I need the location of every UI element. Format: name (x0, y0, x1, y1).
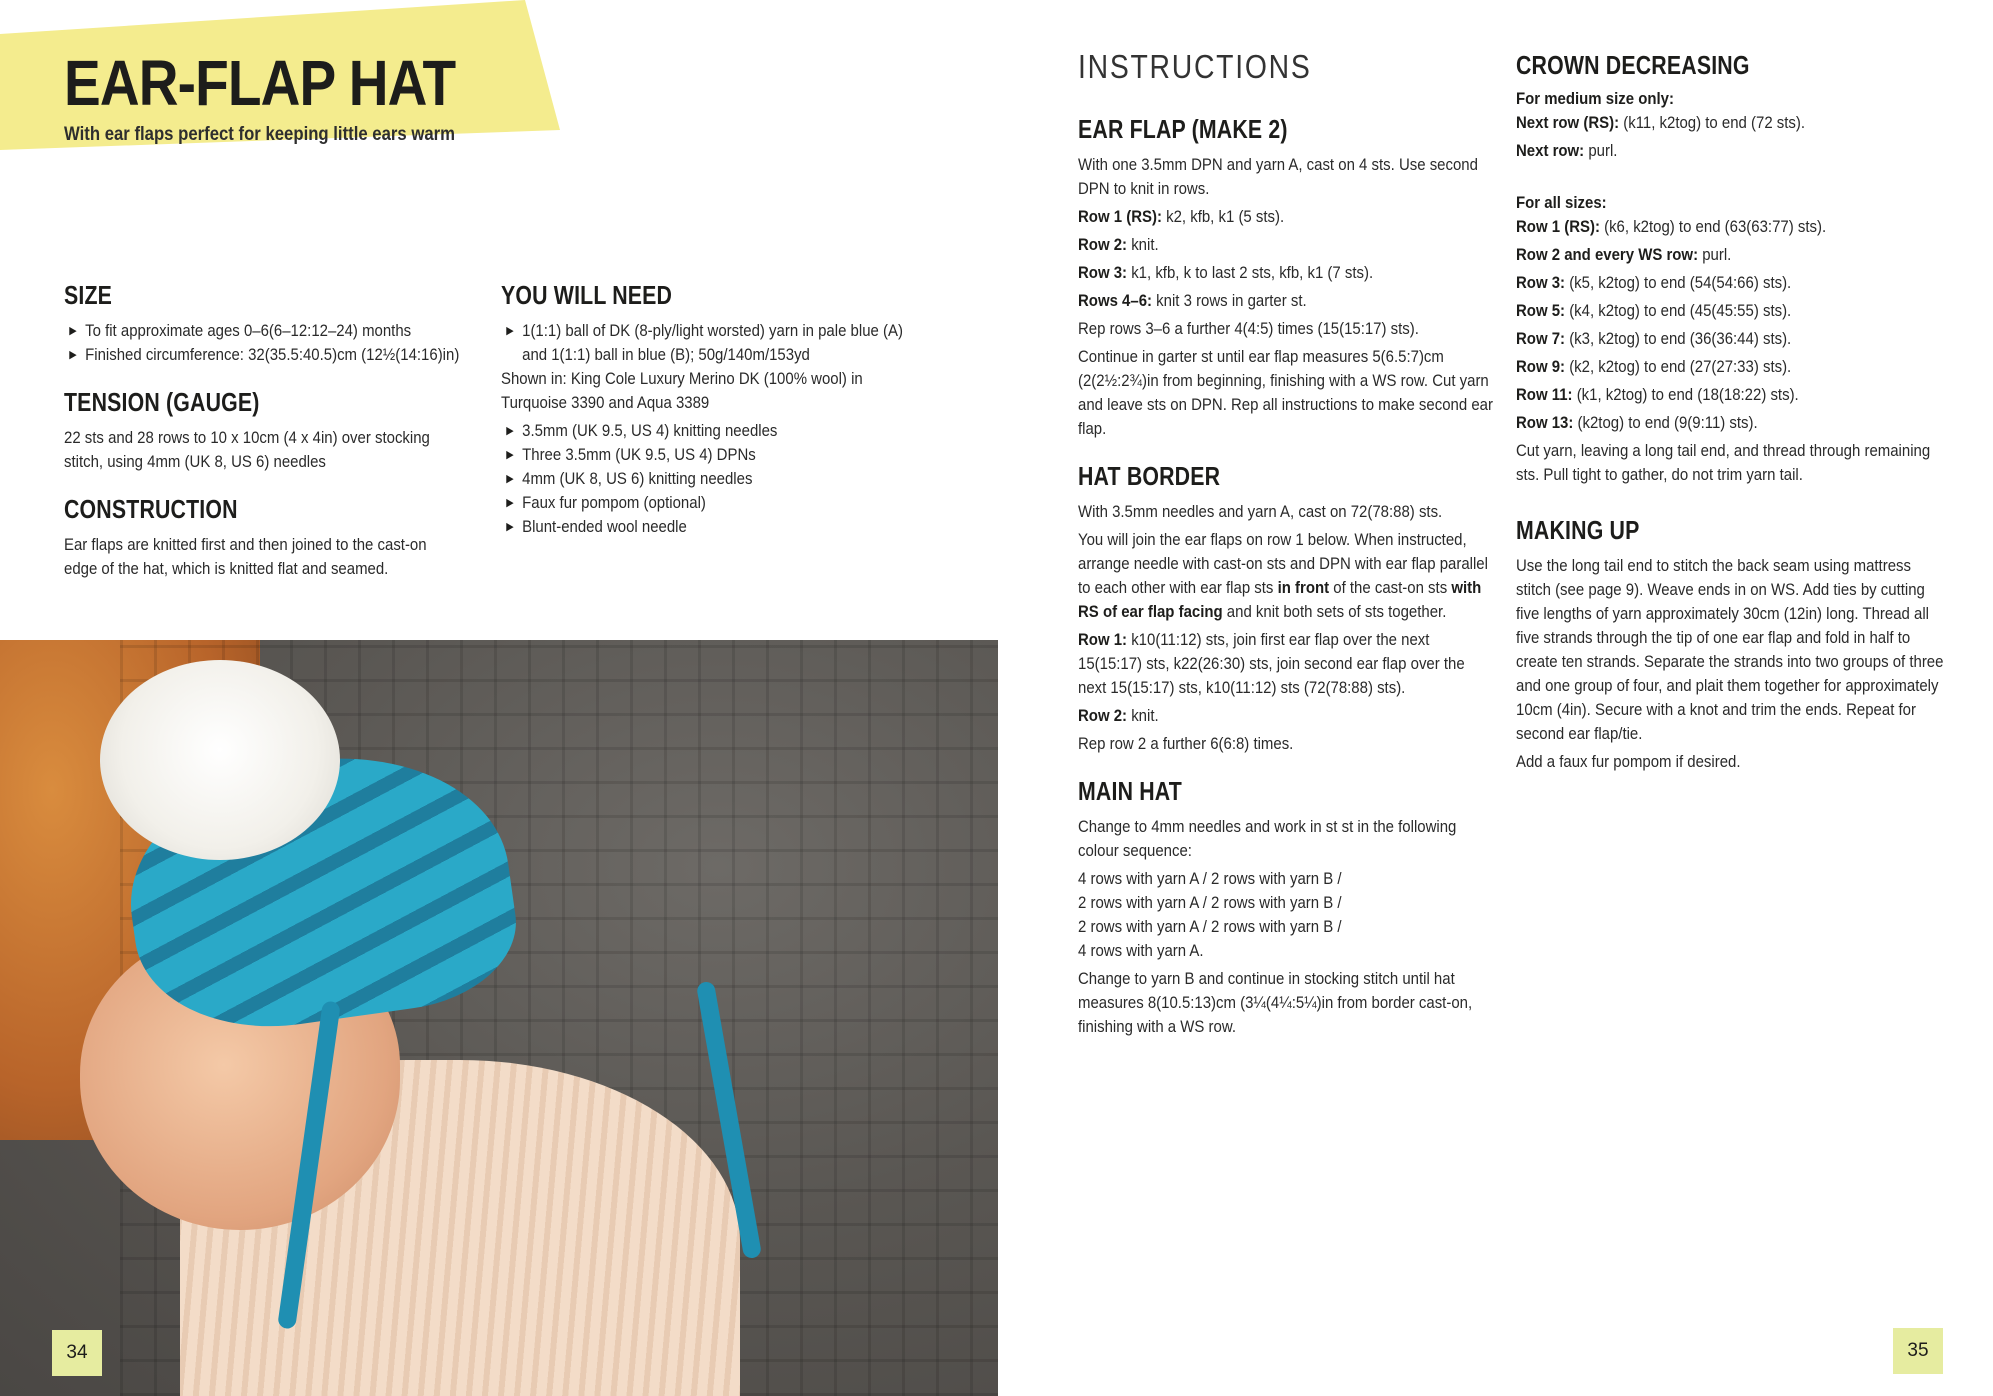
colour-sequence-line: 2 rows with yarn A / 2 rows with yarn B / (1078, 917, 1342, 936)
ear-flap-continue: Continue in garter st until ear flap measures 5(6.5:7)cm (2(2½:2¾)in from beginning, finishing with a WS row. Cut yarn and leave sts on DPN. Rep all instructions to make second ear flap. (1078, 347, 1493, 438)
main-hat-continue: Change to yarn B and continue in stocking stitch until hat measures 8(10.5:13)cm (3¼(4¼:5¼)in from border cast-on, finishing with a WS row. (1078, 969, 1473, 1036)
all-sizes-label: For all sizes: (1516, 193, 1607, 212)
size-heading: SIZE (64, 280, 113, 310)
row-instruction: Row 1 (RS): k2, kfb, k1 (5 sts). (1078, 207, 1285, 226)
hat-border-section (1078, 461, 1496, 756)
row-instruction: Next row: purl. (1516, 141, 1618, 160)
row-instruction: Next row (RS): (k11, k2tog) to end (72 sts). (1516, 113, 1806, 132)
row-instruction: Row 2: knit. (1078, 235, 1159, 254)
making-up-heading: MAKING UP (1516, 515, 1640, 545)
materials-item: ▶ Faux fur pompom (optional) (501, 491, 921, 515)
ear-flap-section (1078, 114, 1496, 441)
left-column-2 (501, 280, 921, 539)
left-column-1 (64, 280, 464, 611)
bullet-icon: ▶ (506, 449, 514, 461)
row-instruction: Row 5: (k4, k2tog) to end (45(45:55) sts). (1516, 301, 1792, 320)
materials-item: ▶ 4mm (UK 8, US 6) knitting needles (501, 467, 921, 491)
right-column-1 (1078, 48, 1496, 1043)
colour-sequence-line: 4 rows with yarn A / 2 rows with yarn B / (1078, 869, 1342, 888)
making-up-section (1516, 515, 1946, 774)
ear-flap-heading: EAR FLAP (MAKE 2) (1078, 114, 1288, 144)
baby-hat-photo (0, 640, 998, 1396)
medium-size-label: For medium size only: (1516, 89, 1674, 108)
colour-sequence-line: 4 rows with yarn A. (1078, 941, 1204, 960)
crown-heading: CROWN DECREASING (1516, 50, 1750, 80)
bullet-icon: ▶ (506, 325, 514, 337)
construction-text: Ear flaps are knitted first and then joined to the cast-on edge of the hat, which is knitted flat and seamed. (64, 535, 427, 578)
bullet-icon: ▶ (506, 425, 514, 437)
right-page (996, 0, 1993, 1396)
crown-section (1516, 50, 1946, 487)
row-instruction: Row 13: (k2tog) to end (9(9:11) sts). (1516, 413, 1758, 432)
hat-border-repeat: Rep row 2 a further 6(6:8) times. (1078, 734, 1294, 753)
materials-item: ▶ 1(1:1) ball of DK (8-ply/light worsted) yarn in pale blue (A) and 1(1:1) ball in blue (B); 50g/140m/153yd (506, 321, 903, 364)
size-item: ▶ To fit approximate ages 0–6(6–12:12–24) months (64, 319, 464, 343)
you-will-need-heading: YOU WILL NEED (501, 280, 673, 310)
main-hat-heading: MAIN HAT (1078, 776, 1182, 806)
pompom (100, 660, 340, 860)
shown-in-text: Shown in: King Cole Luxury Merino DK (100% wool) in Turquoise 3390 and Aqua 3389 (501, 369, 863, 412)
ear-flap-intro: With one 3.5mm DPN and yarn A, cast on 4 sts. Use second DPN to knit in rows. (1078, 155, 1478, 198)
crown-finish: Cut yarn, leaving a long tail end, and thread through remaining sts. Pull tight to gather, do not trim yarn tail. (1516, 441, 1931, 484)
row-instruction: Row 7: (k3, k2tog) to end (36(36:44) sts). (1516, 329, 1792, 348)
row-instruction: Row 3: k1, kfb, k to last 2 sts, kfb, k1 (7 sts). (1078, 263, 1374, 282)
main-hat-section (1078, 776, 1496, 1039)
you-will-need-list (501, 319, 921, 539)
row-instruction: Row 3: (k5, k2tog) to end (54(54:66) sts). (1516, 273, 1792, 292)
pompom-note: Add a faux fur pompom if desired. (1516, 752, 1741, 771)
bullet-icon: ▶ (506, 521, 514, 533)
size-list (64, 319, 464, 367)
bullet-icon: ▶ (506, 497, 514, 509)
making-up-text: Use the long tail end to stitch the back seam using mattress stitch (see page 9). Weave ends in on WS. Add ties by cutting five lengths of yarn approximately 30cm (12in) long. Thread all five strands through the tip of one ear flap and fold in half to create ten strands. Separate the strands into two groups of three and one group of four, and plait them together for approximately 10cm (4in). Secure with a knot and trim the ends. Repeat for second ear flap/tie. (1516, 556, 1944, 743)
bullet-icon: ▶ (69, 349, 77, 361)
hat-border-cast-on: With 3.5mm needles and yarn A, cast on 72(78:88) sts. (1078, 502, 1443, 521)
materials-item: ▶ Blunt-ended wool needle (501, 515, 921, 539)
page-number: 35 (1893, 1328, 1943, 1374)
size-item: ▶ Finished circumference: 32(35.5:40.5)cm (12½(14:16)in) (64, 343, 464, 367)
main-hat-intro: Change to 4mm needles and work in st st in the following colour sequence: (1078, 817, 1457, 860)
hat-border-join: You will join the ear flaps on row 1 below. When instructed, arrange needle with cast-on sts and DPN with ear flap parallel to each other with ear flap sts in front of the cast-on sts with RS of ear flap facing and knit both sets of sts together. (1078, 530, 1488, 621)
tension-section (64, 387, 464, 474)
row-instruction: Row 2 and every WS row: purl. (1516, 245, 1732, 264)
row-instruction: Row 1 (RS): (k6, k2tog) to end (63(63:77) sts). (1516, 217, 1827, 236)
bullet-icon: ▶ (506, 473, 514, 485)
row-instruction: Row 1: k10(11:12) sts, join first ear flap over the next 15(15:17) sts, k22(26:30) sts, join second ear flap over the next 15(15:17) sts, k10(11:12) sts (72(78:88) sts). (1078, 630, 1465, 697)
tension-text: 22 sts and 28 rows to 10 x 10cm (4 x 4in) over stocking stitch, using 4mm (UK 8, US 6) needles (64, 428, 430, 471)
page-number: 34 (52, 1330, 102, 1376)
left-page (0, 0, 996, 1396)
row-instruction: Row 11: (k1, k2tog) to end (18(18:22) sts). (1516, 385, 1799, 404)
instructions-heading: INSTRUCTIONS (1078, 48, 1312, 85)
size-section (64, 280, 464, 367)
right-column-2 (1516, 50, 1946, 778)
materials-item: ▶ 3.5mm (UK 9.5, US 4) knitting needles (501, 419, 921, 443)
construction-section (64, 494, 464, 581)
row-instruction: Rows 4–6: knit 3 rows in garter st. (1078, 291, 1307, 310)
hat-border-heading: HAT BORDER (1078, 461, 1221, 491)
page-subtitle: With ear flaps perfect for keeping little ears warm (64, 124, 456, 145)
row-instruction: Row 2: knit. (1078, 706, 1159, 725)
row-instruction: Row 9: (k2, k2tog) to end (27(27:33) sts). (1516, 357, 1792, 376)
construction-heading: CONSTRUCTION (64, 494, 238, 524)
page-title: EAR-FLAP HAT (64, 47, 456, 119)
tension-heading: TENSION (GAUGE) (64, 387, 260, 417)
materials-item: ▶ Three 3.5mm (UK 9.5, US 4) DPNs (501, 443, 921, 467)
bullet-icon: ▶ (69, 325, 77, 337)
ear-flap-repeat: Rep rows 3–6 a further 4(4:5) times (15(15:17) sts). (1078, 319, 1419, 338)
colour-sequence-line: 2 rows with yarn A / 2 rows with yarn B / (1078, 893, 1342, 912)
